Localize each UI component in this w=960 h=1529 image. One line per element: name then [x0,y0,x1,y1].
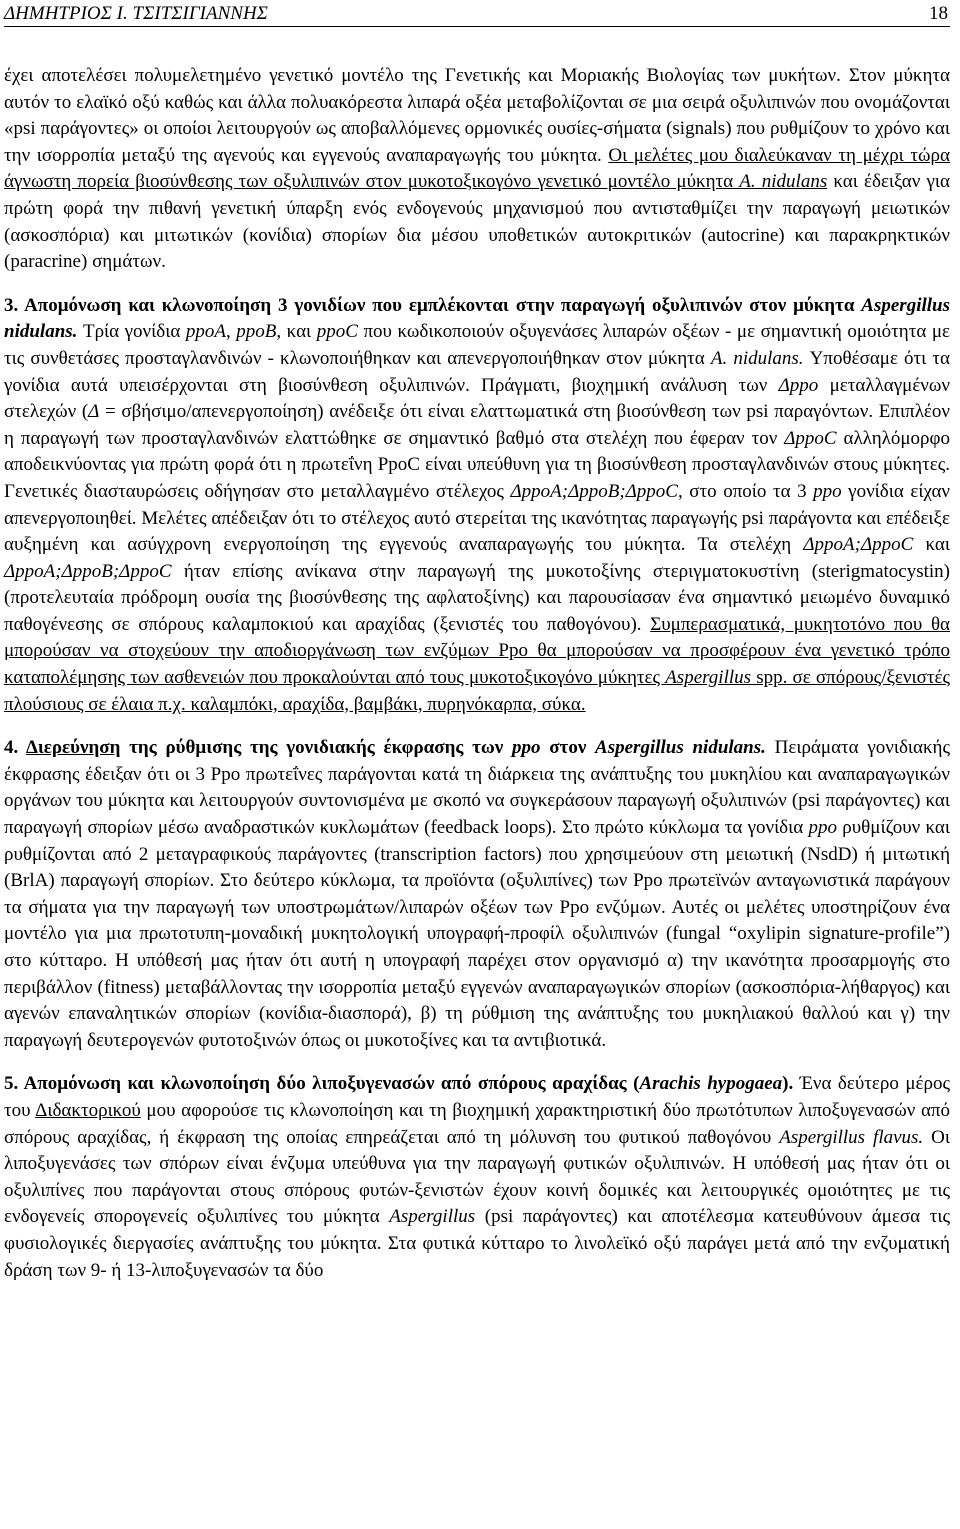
gene-name: ppo [511,737,541,759]
gene-name: ppo [808,817,837,839]
species-name: Aspergillus [389,1206,476,1228]
text-run: μου αφορούσε τις κλωνοποίηση και τη βιοχημική χαρακτηριστική δύο πρωτότυπων λιποξυγενασών από σπόρους αραχίδας, ή έκφραση της οποίας επηρεάζεται από τη μόλυνση του φυτικού παθογόνου [4,1099,951,1148]
running-header-author: ΔΗΜΗΤΡΙΟΣ Ι. ΤΣΙΤΣΙΓΙΑΝΝΗΣ [4,3,268,24]
text-run: Πειράματα γονιδιακής έκφρασης έδειξαν ότι οι 3 Ppo πρωτεΐνες παράγονται κατά τη διάρκεια της ανάπτυξης του μυκηλίου και αναπαραγωγικών οργάνων του μύκητα και λειτουργούν συντονισμένα με σκοπό να συγκεράσουν παραγωγή οξυλιπινών (psi παράγοντες) και παραγωγή σπορίων μέσω αναδραστικών κυκλωμάτων (feedback loops). Στο πρώτο κύκλωμα τα γονίδια [4,737,950,839]
underlined-text: Οι μελέτες μου διαλεύκαναν τη μέχρι τώρα άγνωστη πορεία βιοσύνθεσης των οξυλιπινών στον μυκοτοξικογόνο γενετικό μοντέλο μύκητα [4,144,950,193]
gene-name: ΔppoA;ΔppoB;ΔppoC [4,560,172,582]
section-heading: 5. Απομόνωση και κλωνοποίηση δύο λιποξυγενασών από σπόρους αραχίδας ( [4,1073,640,1095]
underlined-text: Διδακτορικού [35,1099,141,1121]
gene-name: ppoC [316,321,358,343]
text-run: Οι λιποξυγενάσες των σπόρων είναι ένζυμα υπεύθυνα για την παραγωγή φυτικών οξυλιπινών. Η υπόθεσή μας ήταν ότι οι οξυλιπίνες που παράγονται στους σπόρους φυτών-ξενιστών έχουν κοινή δομικές και λειτουργικές ομοιότητες με τις ενδογενείς σπορογενείς οξυλιπίνες του μύκητα [4,1126,950,1228]
text-run: , στο οποίο τα 3 [677,480,814,502]
text-run: Ένα δεύτερο μέρος του [4,1073,950,1121]
gene-name: ΔppoA;ΔppoB;ΔppoC [510,480,678,502]
gene-name: ΔppoC [784,427,837,449]
text-run: , [225,321,237,343]
text-run: γονίδια είχαν απενεργοποιηθεί. Μελέτες απέδειξαν ότι το στέλεχος αυτό στερείται της ικανότητας παραγωγής psi παράγοντα και επέδειξε αυξημένη και ασύγχρονη ενεργοποίηση της εγγενούς αναπαραγωγής του μύκητα. Τα στελέχη [4,480,950,556]
text-run: μεταλλαγμένων στελεχών ( [4,374,950,423]
text-run: (psi παράγοντες) και αποτέλεσμα κατευθύνουν άμεσα τις φυσιολογικές διεργασίες ανάπτυξης του μύκητα. Στα φυτικά κύτταρο το λινολεϊκό οξύ παράγει μετά από την ενζυματική δράση των 9- ή 13-λιποξυγενασών τα δύο [4,1206,950,1281]
text-run: και [913,534,950,556]
page-header [4,0,950,27]
gene-name: Δppo [778,374,819,396]
section-heading-species: Aspergillus nidulans. [595,737,766,759]
underlined-conclusion: spp. σε σπόρους/ξενιστές πλούσιους σε έλαια π.χ. καλαμπόκι, αραχίδα, βαμβάκι, πυρηνόκαρπα, σύκα. [4,667,950,715]
section-heading: στον [540,737,596,759]
underlined-conclusion: Συμπερασματικά, μυκητοτόνο που θα μπορούσαν να στοχεύουν την αποδιοργάνωση των ενζύμων Ppo θα μπορούσαν να προσφέρουν ένα γενετικό τρόπο καταπολέμησης των ασθενειών που προκαλούνται από τους μυκοτοξικογόνο μύκητες [4,613,950,689]
section-heading: 3. Απομόνωση και κλωνοποίηση 3 γονιδίων που εμπλέκονται στην παραγωγή οξυλιπινών στον μύκητα [4,294,862,316]
text-run: ρυθμίζουν και ρυθμίζονται από 2 μεταγραφικούς παράγοντες (transcription factors) που χρησιμεύουν στη μειωτική (NsdD) ή μιτωτική (BrlA) παραγωγή σπορίων. Στο δεύτερο κύκλωμα, τα προϊόντα (οξυλιπίνες) των Ppo πρωτεϊνών ανταγωνιστικά παράγουν τα σήματα για την παραγωγή των υποστρωμάτων/λιπαρών οξέων των Ppo ενζύμων. Αυτές οι μελέτες υποστηρίζουν ένα μοντέλο για μια πρωτοτυπη-μοναδική μυκητολογική υπογραφή-προφίλ οξυλιπινών (fungal “oxylipin signature-profile”) στο κύτταρο. Η υπόθεσή μας ήταν ότι αυτή η υπογραφή παρέχει στον οργανισμό α) την ικανότητα προσαρμογής στο περιβάλλον (fitness) μεταβάλλοντας την ισορροπία μεταξύ εγγενών αναπαραγωγικών σπορίων (ασκοσπόρια-λήθαργος) και αγενών επαναλητικών σπορίων (κονίδια-διασπορά), β) τη ρύθμιση της ανάπτυξης του μυκηλιακού θαλλού και γ) την παραγωγή δευτερογενών φυτοτοξινών όπως οι μυκοτοξίνες και τα αντιβιοτικά. [4,817,951,1051]
gene-name: ppo [813,480,842,502]
text-run: Υποθέσαμε ότι τα γονίδια αυτά υπεισέρχονται στη βιοσύνθεση οξυλιπινών. Πράγματι, βιοχημική ανάλυση των [4,347,951,396]
delta-symbol: Δ [88,401,100,423]
text-run: ήταν επίσης ανίκανα στην παραγωγή της μυκοτοξίνης στεριγματοκυστίνη (sterigmatocystin) (προτελευταία πρόδρομη ουσία της βιοσύνθεσης της αφλατοξίνης) και παρουσίασαν ένα σημαντικό μειωμένο δυναμικό παθογένεσης σε σπόρους καλαμποκιού και αραχίδας (ξενιστές του παθογόνου). [4,560,950,635]
section-heading: 4. [4,737,26,759]
section-heading: ). [782,1073,794,1095]
section-3 [4,293,950,719]
gene-name: ppoB [236,321,277,343]
text-run: Τρία γονίδια [77,321,186,343]
species-name: A. nidulans. [710,347,804,369]
text-run: αλληλόμορφο αποδεικνύοντας για πρώτη φορά ότι η πρωτεΐνη PpoC είναι υπεύθυνη για τη βιοσύνθεση προσταγλανδινών στους μύκητες. Γενετικές διασταυρώσεις οδήγησαν στο μεταλλαγμένο στέλεχος [4,427,951,502]
page-number: 18 [929,3,948,24]
section-heading-species: Aspergillus nidulans. [4,294,950,343]
species-name: A. nidulans [739,171,828,193]
text-run: = σβήσιμο/απενεργοποίηση) ανέδειξε ότι είναι ελαττωματικά στη βιοσύνθεση των psi παραγόντων. Επιπλέον η παραγωγή των προσταγλανδινών ελαττώθηκε σε σημαντικό βαθμό στα στελέχη που έφεραν τον [4,401,950,449]
text-run: και έδειξαν για πρώτη φορά την πιθανή γενετική ύπαρξη ενός ενδογενούς μηχανισμού που αντισταθμίζει την παραγωγή μειωτικών (ασκοσπόρια) και μιτωτικών (κονίδια) σπορίων δια μέσου υποθετικών αυτοκριτικών (autocrine) και παρακρηκτικών (paracrine) σημάτων. [4,171,950,273]
gene-name: ppoA [185,321,226,343]
text-run: που κωδικοποιούν οξυγενάσες λιπαρών οξέων - με σημαντική ομοιότητα με τις συνθετάσες προσταγλανδινών - κλωνοποιήθηκαν και απενεργοποιήθηκαν στον μύκητα [4,321,950,369]
section-heading: της ρύθμισης της γονιδιακής έκφρασης των [120,737,512,759]
text-run: έχει αποτελέσει πολυμελετημένο γενετικό μοντέλο της Γενετικής και Μοριακής Βιολογίας των μυκήτων. Στον μύκητα αυτόν το ελαϊκό οξύ καθώς και άλλα πολυακόρεστα λιπαρά οξέα μεταβολίζονται σε μια σειρά οξυλιπινών που ονομάζονται «psi παράγοντες» οι οποίοι λειτουργούν ως αποβαλλόμενες ορμονικές ουσίες-σήματα (signals) που ρυθμίζουν το χρόνο και την ισορροπία μεταξύ της αγενούς και εγγενούς αναπαραγωγής του μύκητα. [4,65,950,166]
species-name: Aspergillus flavus. [779,1126,924,1148]
section-heading-species: Arachis hypogaea [639,1073,783,1095]
species-name: Aspergillus [665,667,752,689]
section-5 [4,1071,950,1284]
text-run: , και [276,321,317,343]
section-heading: Διερεύνηση [25,737,121,759]
gene-name: ΔppoA;ΔppoC [803,534,914,556]
section-4 [4,735,950,1054]
paragraph-intro [4,63,950,276]
